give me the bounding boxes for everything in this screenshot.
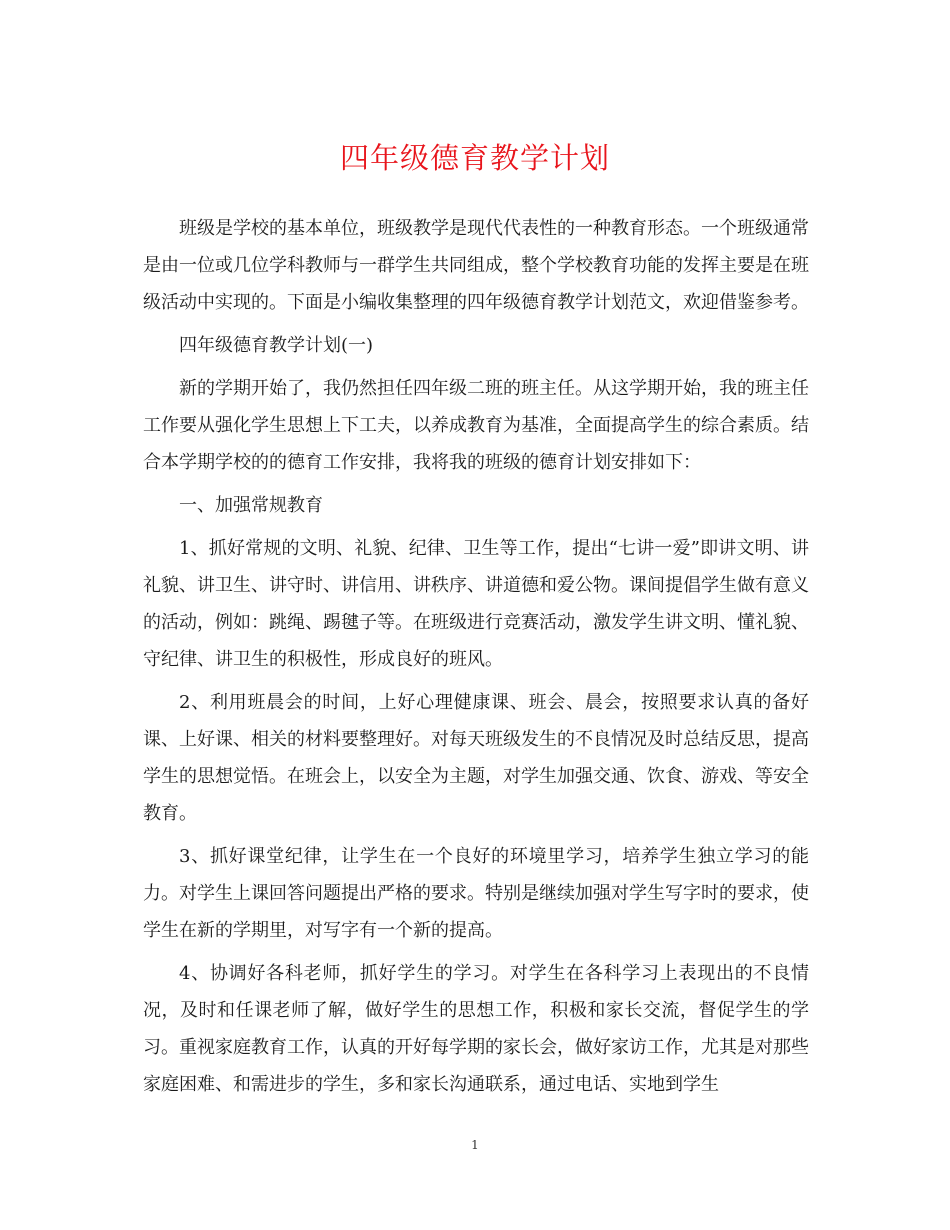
paragraph-item-4: 4、协调好各科老师，抓好学生的学习。对学生在各科学习上表现出的不良情况，及时和任课老师了解，做好学生的思想工作，积极和家长交流，督促学生的学习。重视家庭教育工作，认真的开好每学期的家长会，做好家访工作，尤其是对那些家庭困难、和需进步的学生，多和家长沟通联系，通过电话、实地到学生 bbox=[143, 963, 809, 1095]
paragraph-intro: 班级是学校的基本单位，班级教学是现代代表性的一种教育形态。一个班级通常是由一位或几位学科教师与一群学生共同组成，整个学校教育功能的发挥主要是在班级活动中实现的。下面是小编收集整理的四年级德育教学计划范文，欢迎借鉴参考。 bbox=[143, 218, 809, 313]
paragraph-section-heading: 四年级德育教学计划(一) bbox=[179, 335, 374, 356]
document-body bbox=[143, 210, 809, 1109]
paragraph-subheading: 一、加强常规教育 bbox=[179, 495, 323, 516]
page-number: 1 bbox=[471, 1138, 479, 1152]
document-title: 四年级德育教学计划 bbox=[339, 141, 610, 175]
paragraph-opening: 新的学期开始了，我仍然担任四年级二班的班主任。从这学期开始，我的班主任工作要从强化学生思想上下工夫，以养成教育为基准，全面提高学生的综合素质。结合本学期学校的的德育工作安排，我将我的班级的德育计划安排如下： bbox=[143, 378, 809, 473]
paragraph-item-3: 3、抓好课堂纪律，让学生在一个良好的环境里学习，培养学生独立学习的能力。对学生上课回答问题提出严格的要求。特别是继续加强对学生写字时的要求，使学生在新的学期里，对写字有一个新的提高。 bbox=[143, 846, 809, 941]
paragraph-item-2: 2、利用班晨会的时间，上好心理健康课、班会、晨会，按照要求认真的备好课、上好课、相关的材料要整理好。对每天班级发生的不良情况及时总结反思，提高学生的思想觉悟。在班会上，以安全为主题，对学生加强交通、饮食、游戏、等安全教育。 bbox=[143, 692, 809, 824]
paragraph-item-1: 1、抓好常规的文明、礼貌、纪律、卫生等工作，提出“七讲一爱”即讲文明、讲礼貌、讲卫生、讲守时、讲信用、讲秩序、讲道德和爱公物。课间提倡学生做有意义的活动，例如：跳绳、踢毽子等。在班级进行竞赛活动，激发学生讲文明、懂礼貌、守纪律、讲卫生的积极性，形成良好的班风。 bbox=[143, 538, 809, 670]
